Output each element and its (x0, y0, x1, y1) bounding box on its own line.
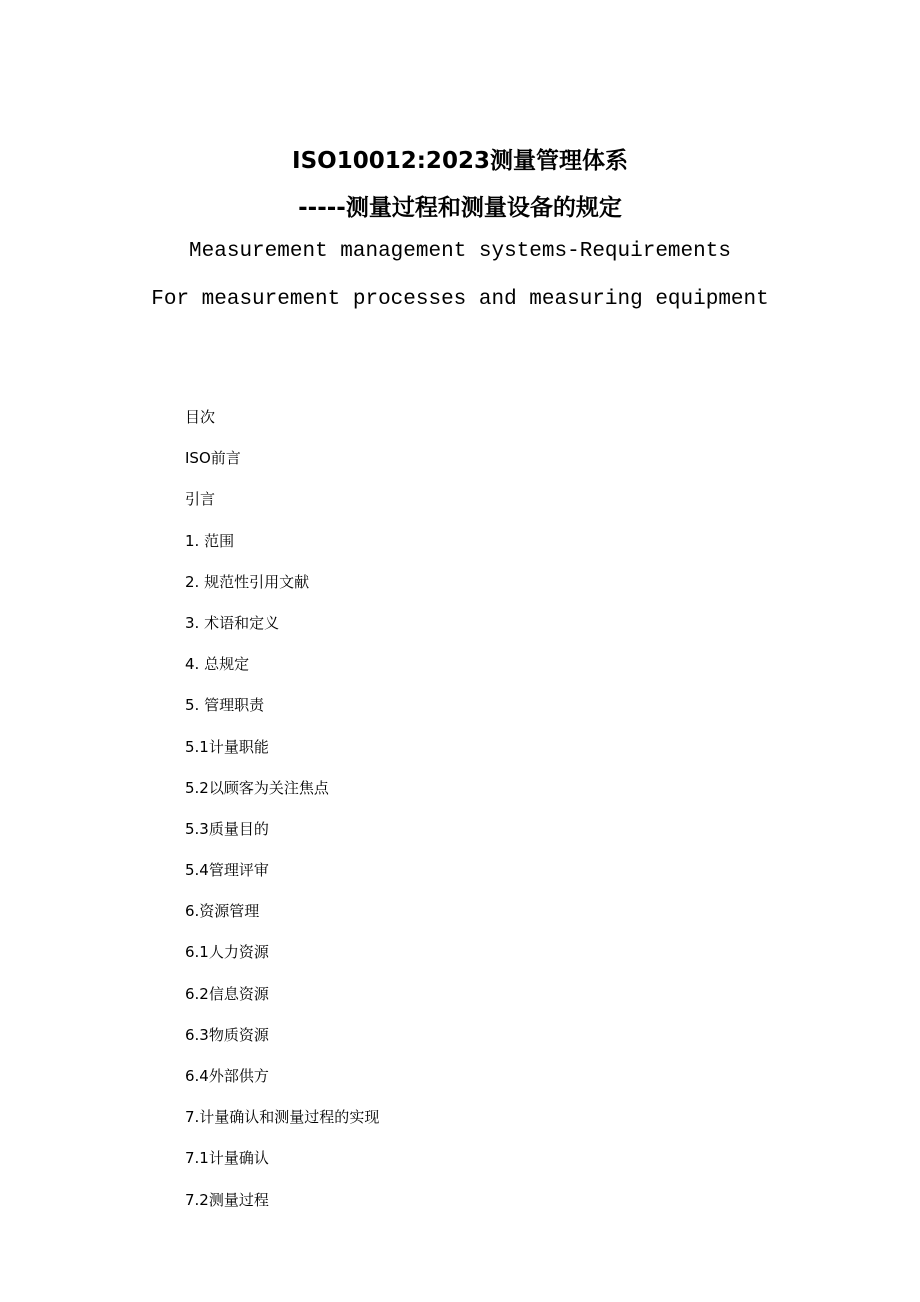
toc-item: 5.1计量职能 (185, 737, 269, 756)
document-title: ISO10012:2023测量管理体系 (292, 148, 628, 174)
english-title-line-1: Measurement management systems-Requirements (189, 240, 731, 263)
toc-item: ISO前言 (185, 449, 241, 468)
toc-heading: 目次 (185, 408, 216, 426)
document-subtitle: -----测量过程和测量设备的规定 (298, 195, 622, 221)
toc-item: 5.3质量目的 (185, 819, 269, 838)
toc-item: 6.3物质资源 (185, 1025, 269, 1044)
toc-item: 6.资源管理 (185, 902, 260, 921)
toc-item: 4. 总规定 (185, 655, 250, 674)
toc-item: 引言 (185, 490, 216, 509)
toc-item: 6.2信息资源 (185, 984, 269, 1003)
toc-item: 5.2以顾客为关注焦点 (185, 778, 329, 797)
table-of-contents (185, 405, 785, 1229)
toc-item: 3. 术语和定义 (185, 613, 280, 632)
toc-item: 5.4管理评审 (185, 861, 269, 880)
toc-item: 1. 范围 (185, 531, 235, 550)
toc-item: 7.计量确认和测量过程的实现 (185, 1108, 380, 1127)
toc-item: 5. 管理职责 (185, 696, 265, 715)
english-title-line-2: For measurement processes and measuring equipment (151, 288, 769, 311)
toc-item: 2. 规范性引用文献 (185, 572, 310, 591)
toc-item: 7.2测量过程 (185, 1190, 269, 1209)
toc-item: 6.1人力资源 (185, 943, 269, 962)
toc-item: 6.4外部供方 (185, 1067, 269, 1085)
toc-item: 7.1计量确认 (185, 1149, 269, 1168)
